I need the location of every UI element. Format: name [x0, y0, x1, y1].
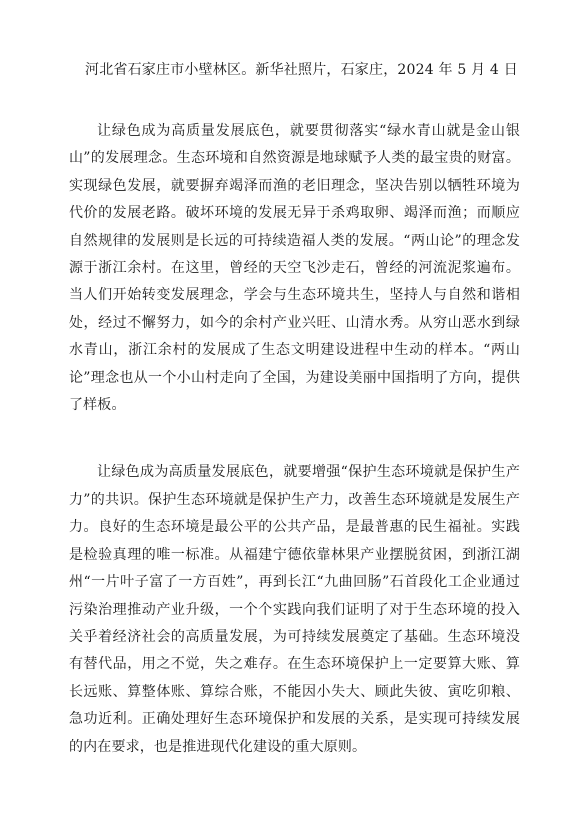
article-paragraph: 让绿色成为高质量发展底色，就要增强“保护生态环境就是保护生产力”的共识。保护生态环境就是保护生产力，改善生态环境就是发展生产力。良好的生态环境是最公平的公共产品，是最普惠的民生福祉。实践是检验真理的唯一标准。从福建宁德依靠林果产业摆脱贫困，到浙江湖州“一片叶子富了一方百姓”，再到长江“九曲回肠”石首段化工企业通过污染治理推动产业升级，一个个实践向我们证明了对于生态环境的投入关乎着经济社会的高质量发展，为可持续发展奠定了基础。生态环境没有替代品，用之不觉，失之难存。在生态环境保护上一定要算大账、算长远账、算整体账、算综合账，不能因小失大、顾此失彼、寅吃卯粮、急功近利。正确处理好生态环境保护和发展的关系，是实现可持续发展的内在要求，也是推进现代化建设的重大原则。	[69, 464, 520, 755]
photo-caption: 河北省石家庄市小壁林区。新华社照片，石家庄，2024 年 5 月 4 日	[85, 62, 518, 78]
article-paragraph: 让绿色成为高质量发展底色，就要贯彻落实“绿水青山就是金山银山”的发展理念。生态环境和自然资源是地球赋予人类的最宝贵的财富。实现绿色发展，就要摒弃竭泽而渔的老旧理念，坚决告别以牺牲环境为代价的发展老路。破坏环境的发展无异于杀鸡取卵、竭泽而渔；而顺应自然规律的发展则是长远的可持续造福人类的发展。“两山论”的理念发源于浙江余村。在这里，曾经的天空飞沙走石，曾经的河流泥浆遍布。当人们开始转变发展理念，学会与生态环境共生，坚持人与自然和谐相处，经过不懈努力，如今的余村产业兴旺、山清水秀。从穷山恶水到绿水青山，浙江余村的发展成了生态文明建设进程中生动的样本。“两山论”理念也从一个小山村走向了全国，为建设美丽中国指明了方向，提供了样板。	[69, 123, 520, 414]
